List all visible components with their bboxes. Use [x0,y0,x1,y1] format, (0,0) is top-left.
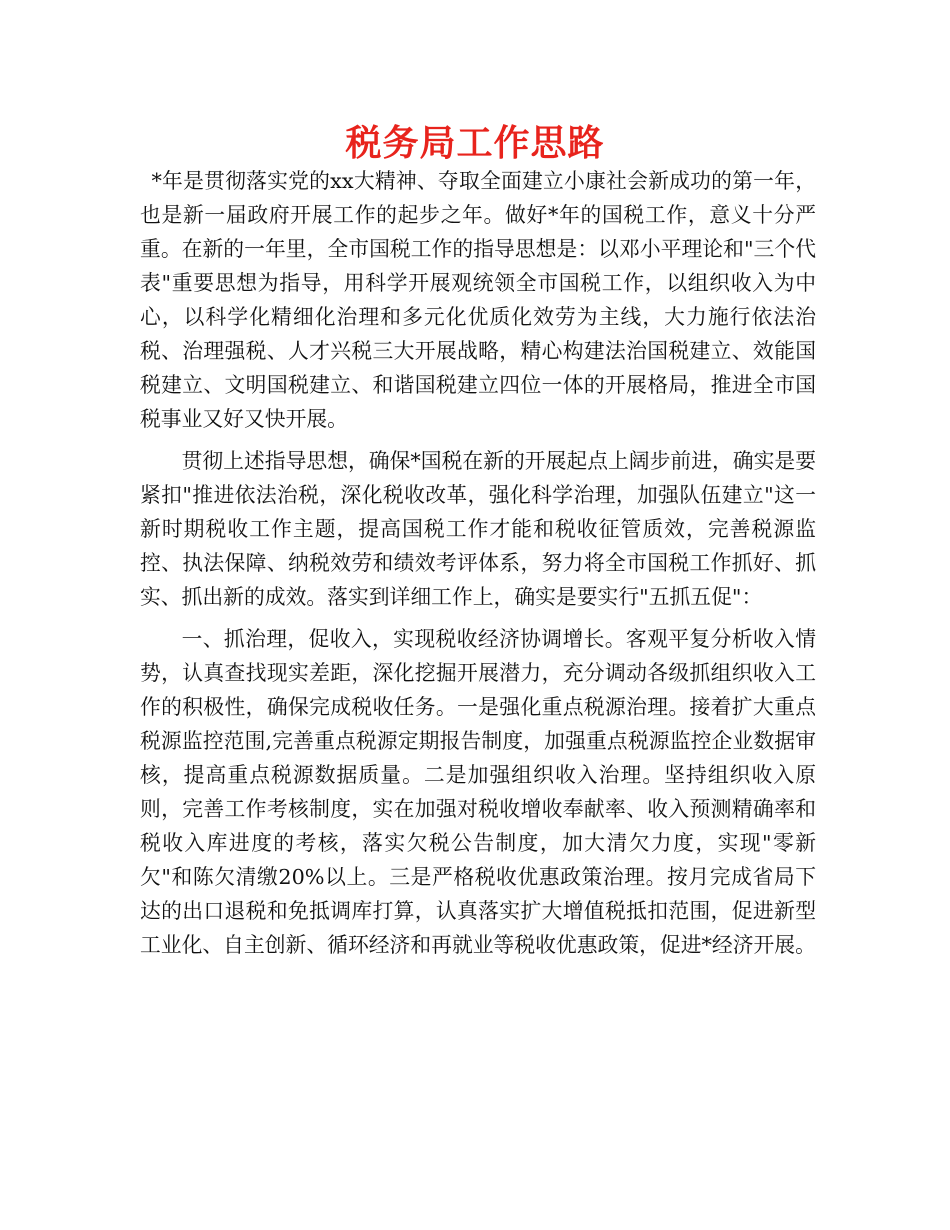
paragraph-section-one: 一、抓治理，促收入，实现税收经济协调增长。客观平复分析收入情势，认真查找现实差距，深化挖掘开展潜力，充分调动各级抓组织收入工作的积极性，确保完成税收任务。一是强化重点税源治理。接着扩大重点税源监控范围,完善重点税源定期报告制度，加强重点税源监控企业数据审核，提高重点税源数据质量。二是加强组织收入治理。坚持组织收入原则，完善工作考核制度，实在加强对税收增收奉献率、收入预测精确率和税收入库进度的考核，落实欠税公告制度，加大清欠力度，实现"零新欠"和陈欠清缴20%以上。三是严格税收优惠政策治理。按月完成省局下达的出口退税和免抵调库打算，认真落实扩大增值税抵扣范围，促进新型工业化、自主创新、循环经济和再就业等税收优惠政策，促进*经济开展。 [140,627,816,957]
paragraph-guidance: 贯彻上述指导思想，确保*国税在新的开展起点上阔步前进，确实是要紧扣"推进依法治税，深化税收改革，强化科学治理，加强队伍建立"这一新时期税收工作主题，提高国税工作才能和税收征管质效，完善税源监控、执法保障、纳税效劳和绩效考评体系，努力将全市国税工作抓好、抓实、抓出新的成效。落实到详细工作上，确实是要实行"五抓五促"： [140,449,816,609]
paragraph-intro: *年是贯彻落实党的xx大精神、夺取全面建立小康社会新成功的第一年，也是新一届政府开展工作的起步之年。做好*年的国税工作，意义十分严重。在新的一年里，全市国税工作的指导思想是：以邓小平理论和"三个代表"重要思想为指导，用科学开展观统领全市国税工作，以组织收入为中心，以科学化精细化治理和多元化优质化效劳为主线，大力施行依法治税、治理强税、人才兴税三大开展战略，精心构建法治国税建立、效能国税建立、文明国税建立、和谐国税建立四位一体的开展格局，推进全市国税事业又好又快开展。 [140,169,816,431]
document-body [140,164,816,970]
document-title: 税务局工作思路 [345,123,605,164]
